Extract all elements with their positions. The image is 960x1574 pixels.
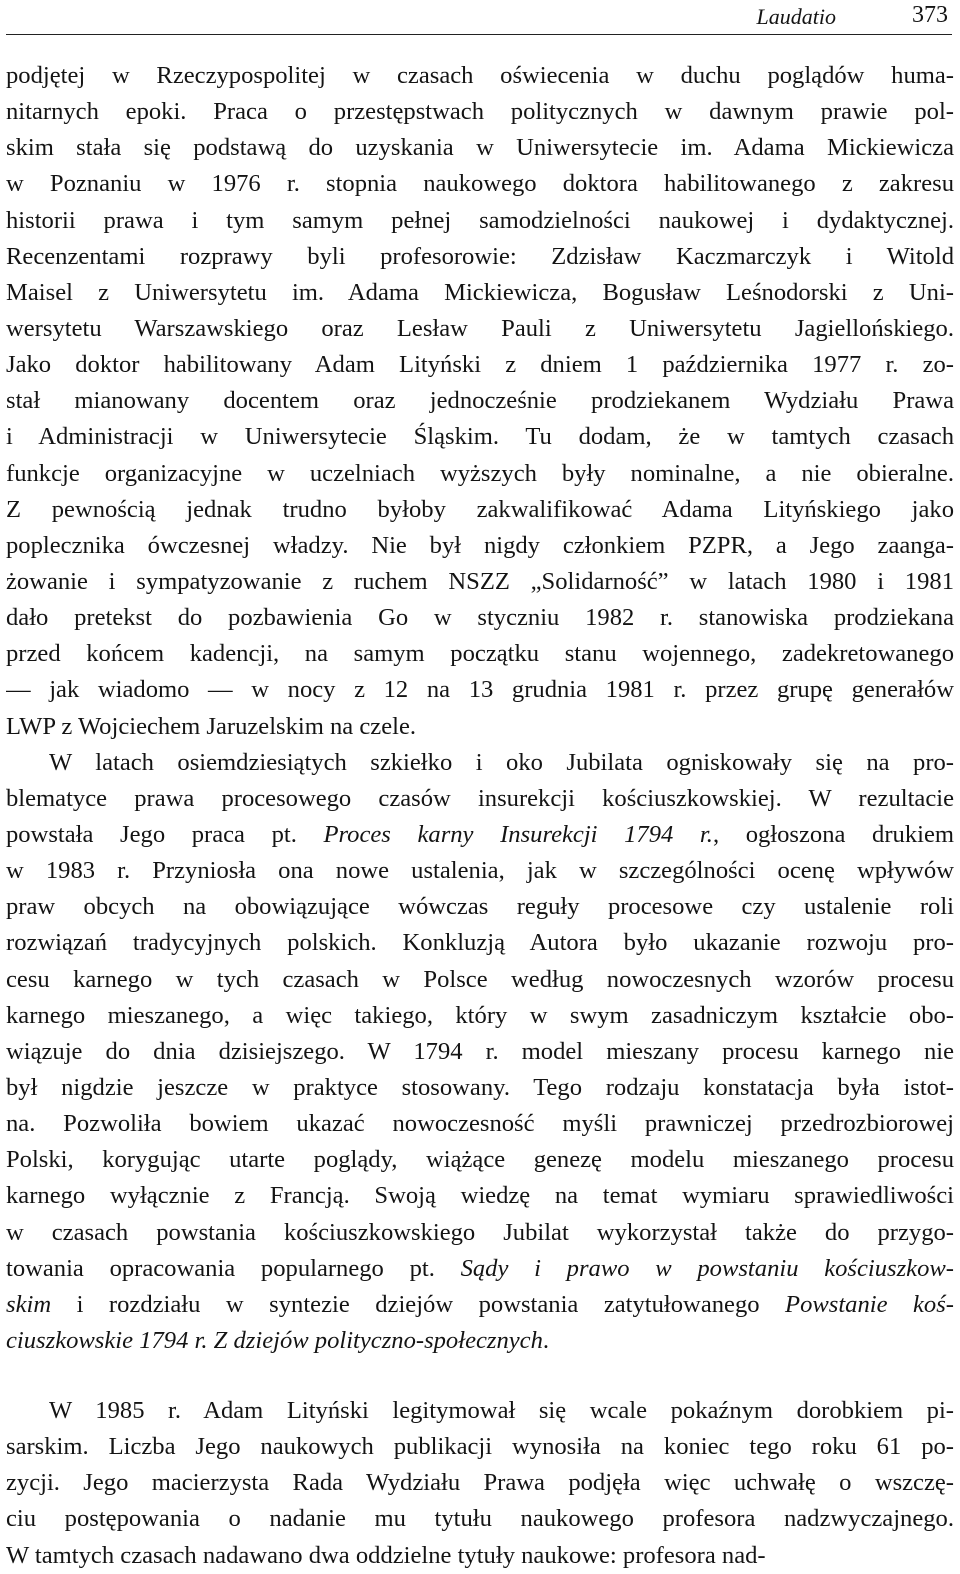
text-line [6, 239, 954, 275]
italic-title: Proces karny Insurekcji 1794 r. [323, 820, 713, 848]
text-segment: żowanie i sympatyzowanie z ruchem NSZZ „Solidarność” w latach 1980 i 1981 [6, 567, 954, 595]
text-body [6, 58, 954, 1574]
text-line [6, 564, 954, 600]
text-segment: wersytetu Warszawskiego oraz Lesław Pauli z Uniwersytetu Jagiellońskiego. [6, 314, 954, 342]
text-segment: podjętej w Rzeczypospolitej w czasach oświecenia w duchu poglądów huma- [6, 62, 954, 89]
text-segment: rozwiązań tradycyjnych polskich. Konkluzją Autora było ukazanie rozwoju pro- [6, 929, 954, 957]
text-line [6, 745, 954, 781]
text-segment: zycji. Jego macierzysta Rada Wydziału Prawa podjęła więc uchwałę o wszczę- [6, 1469, 954, 1497]
text-segment: , ogłoszona drukiem [712, 820, 954, 848]
text-segment: LWP z Wojciechem Jaruzelskim na czele. [6, 712, 417, 740]
text-segment: w 1983 r. Przyniosła ona nowe ustalenia, jak w szczególności ocenę wpływów [6, 857, 954, 885]
page-number: 373 [912, 2, 948, 28]
text-line [6, 1323, 954, 1359]
text-segment: na. Pozwoliła bowiem ukazać nowoczesność myśli prawniczej przedrozbiorowej [6, 1110, 954, 1138]
text-segment: funkcje organizacyjne w uczelniach wyższych były nominalne, a nie obieralne. [6, 459, 954, 487]
text-segment: W tamtych czasach nadawano dwa oddzielne tytuły naukowe: profesora nad- [6, 1541, 766, 1569]
text-segment: dało pretekst do pozbawienia Go w styczniu 1982 r. stanowiska prodziekana [6, 604, 954, 632]
text-segment: Recenzentami rozprawy byli profesorowie: Zdzisław Kaczmarczyk i Witold [6, 242, 954, 270]
text-segment: karnego mieszanego, a więc takiego, który w swym zasadniczym kształcie obo- [6, 1001, 954, 1029]
text-segment: był nigdzie jeszcze w praktyce stosowany. Tego rodzaju konstatacja była istot- [6, 1073, 954, 1101]
text-segment: — jak wiadomo — w nocy z 12 na 13 grudnia 1981 r. przez grupę generałów [6, 676, 954, 704]
text-line [6, 456, 954, 492]
text-line [6, 1251, 954, 1287]
text-segment: powstała Jego praca pt. [6, 820, 324, 848]
text-segment: przed końcem kadencji, na samym początku stanu wojennego, zadekretowanego [6, 640, 954, 668]
paragraph [6, 1393, 954, 1574]
text-line [6, 1142, 954, 1178]
paragraph [6, 58, 954, 745]
text-segment: . [542, 1326, 550, 1354]
text-segment: w czasach powstania kościuszkowskiego Jubilat wykorzystał także do przygo- [6, 1218, 954, 1246]
text-line [6, 853, 954, 889]
text-segment: praw obcych na obowiązujące wówczas reguły procesowe czy ustalenie roli [6, 893, 954, 921]
text-line [6, 1178, 954, 1214]
running-title: Laudatio [756, 4, 836, 29]
text-segment: cesu karnego w tych czasach w Polsce według nowoczesnych wzorów procesu [6, 965, 954, 993]
text-line [6, 636, 954, 672]
text-line [6, 925, 954, 961]
text-segment: historii prawa i tym samym pełnej samodzielności naukowej i dydaktycznej. [6, 206, 954, 234]
text-line [6, 672, 954, 708]
text-line [6, 709, 954, 745]
italic-title: Powstanie koś- [785, 1290, 954, 1318]
text-line [6, 781, 954, 817]
text-line [6, 528, 954, 564]
text-line [6, 1070, 954, 1106]
text-line [6, 1287, 954, 1323]
italic-title: ciuszkowskie 1794 r. Z dziejów polityczno-społecznych [6, 1326, 543, 1354]
text-line [6, 889, 954, 925]
paragraph-gap [6, 1359, 954, 1393]
text-line [6, 311, 954, 347]
text-line [6, 166, 954, 202]
text-segment: Maisel z Uniwersytetu im. Adama Mickiewicza, Bogusław Leśnodorski z Uni- [6, 278, 954, 306]
text-segment: karnego wyłącznie z Francją. Swoją wiedzę na temat wymiaru sprawiedliwości [6, 1182, 954, 1210]
text-line [6, 275, 954, 311]
text-segment: W 1985 r. Adam Lityński legitymował się wcale pokaźnym dorobkiem pi- [49, 1397, 954, 1425]
text-segment: sarskim. Liczba Jego naukowych publikacji wynosiła na koniec tego roku 61 po- [6, 1433, 954, 1461]
page-header [6, 0, 952, 35]
text-line [6, 492, 954, 528]
text-line [6, 1429, 954, 1465]
text-line [6, 1034, 954, 1070]
text-segment: nitarnych epoki. Praca o przestępstwach politycznych w dawnym prawie pol- [6, 98, 954, 126]
text-line [6, 600, 954, 636]
text-line [6, 94, 954, 130]
text-line [6, 1215, 954, 1251]
text-segment: stał mianowany docentem oraz jednocześnie prodziekanem Wydziału Prawa [6, 387, 954, 415]
text-line [6, 1501, 954, 1537]
text-segment: wiązuje do dnia dzisiejszego. W 1794 r. model mieszany procesu karnego nie [6, 1037, 954, 1065]
text-segment: Z pewnością jednak trudno byłoby zakwalifikować Adama Lityńskiego jako [6, 495, 954, 523]
text-segment: Jako doktor habilitowany Adam Lityński z dniem 1 października 1977 r. zo- [6, 351, 954, 379]
text-segment: blematyce prawa procesowego czasów insurekcji kościuszkowskiej. W rezultacie [6, 784, 954, 812]
text-line [6, 1393, 954, 1429]
text-segment: i Administracji w Uniwersytecie Śląskim. Tu dodam, że w tamtych czasach [6, 423, 954, 451]
text-line [6, 1106, 954, 1142]
text-segment: towania opracowania popularnego pt. [6, 1254, 461, 1282]
text-line [6, 1465, 954, 1501]
italic-title: Sądy i prawo w powstaniu kościuszkow- [460, 1254, 954, 1282]
text-segment: poplecznika ówczesnej władzy. Nie był nigdy członkiem PZPR, a Jego zaanga- [6, 531, 954, 559]
text-line [6, 383, 954, 419]
text-line [6, 817, 954, 853]
text-segment: Polski, korygując utarte poglądy, wiążące genezę modelu mieszanego procesu [6, 1146, 954, 1174]
text-segment: i rozdziału w syntezie dziejów powstania zatytułowanego [51, 1290, 786, 1318]
text-line [6, 962, 954, 998]
text-line [6, 130, 954, 166]
text-segment: ciu postępowania o nadanie mu tytułu naukowego profesora nadzwyczajnego. [6, 1505, 954, 1533]
text-line [6, 998, 954, 1034]
text-line [6, 347, 954, 383]
italic-title: skim [6, 1290, 52, 1318]
text-line [6, 1538, 954, 1574]
text-line [6, 419, 954, 455]
text-line [6, 58, 954, 94]
text-segment: skim stała się podstawą do uzyskania w Uniwersytecie im. Adama Mickiewicza [6, 134, 954, 162]
text-segment: W latach osiemdziesiątych szkiełko i oko Jubilata ogniskowały się na pro- [49, 748, 954, 776]
text-segment: w Poznaniu w 1976 r. stopnia naukowego doktora habilitowanego z zakresu [6, 170, 954, 198]
text-line [6, 203, 954, 239]
paragraph [6, 745, 954, 1359]
